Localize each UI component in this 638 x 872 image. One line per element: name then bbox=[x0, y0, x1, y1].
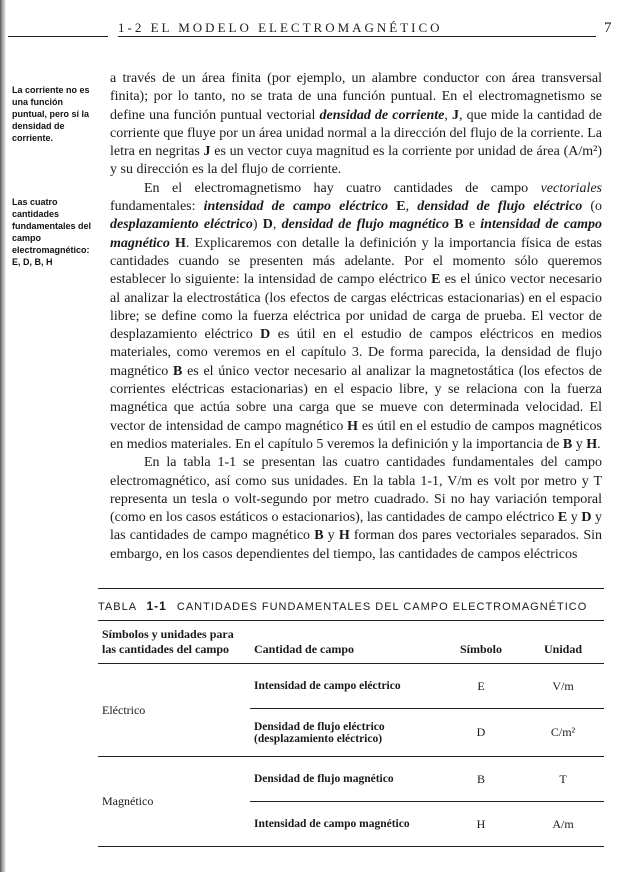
fields-table bbox=[98, 620, 604, 847]
text-run: e bbox=[463, 217, 481, 233]
emphasis-text: D bbox=[260, 327, 271, 343]
symbol-cell: E bbox=[440, 664, 522, 709]
emphasis-text: E bbox=[557, 510, 568, 526]
emphasis-text: B bbox=[314, 528, 324, 544]
text-run: es el único vector necesario al analizar la electrostática (los efectos de cargas eléctricas estacionarias) en el espacio libre; se define como la fuerza eléctrica por unidad de carga de prueba. El vector de desplazamiento eléctrico bbox=[110, 272, 602, 343]
symbol-cell: D bbox=[440, 709, 522, 757]
unit-cell: A/m bbox=[522, 802, 604, 847]
text-run: es un vector cuya magnitud es la corriente por unidad de área (A/m²) y su dirección es la del flujo de corriente. bbox=[110, 144, 602, 178]
body-paragraph bbox=[110, 70, 602, 180]
emphasis-text: H bbox=[338, 528, 350, 544]
header-rule-left bbox=[8, 36, 108, 37]
emphasis-text: B bbox=[173, 363, 183, 379]
emphasis-text: vectoriales bbox=[540, 180, 602, 196]
running-header bbox=[0, 14, 638, 44]
table-1-1 bbox=[98, 588, 604, 847]
text-run: es útil en el estudio de campos magnéticos en medios materiales. En el capítulo 5 veremos la definición y la importancia de bbox=[110, 418, 602, 452]
emphasis-text: B bbox=[562, 436, 573, 452]
emphasis-text: desplazamiento eléctrico bbox=[110, 217, 253, 233]
header-rule-right bbox=[118, 36, 596, 37]
body-paragraph bbox=[110, 454, 602, 564]
emphasis-text: densidad de corriente bbox=[319, 107, 445, 123]
table-label: TABLA bbox=[98, 601, 137, 613]
page-binding-edge bbox=[0, 0, 6, 872]
text-run: y bbox=[567, 510, 582, 526]
emphasis-text: H bbox=[586, 436, 598, 452]
table-number: 1-1 bbox=[146, 599, 167, 613]
emphasis-text: E bbox=[396, 199, 406, 215]
body-paragraph bbox=[110, 180, 602, 454]
text-run: En la tabla 1-1 se presentan las cuatro cantidades fundamentales del campo electromagnético, así como sus unidades. En la tabla 1-1, V/m es volt por metro y T representa un tesla o volt-segundo por metro cuadrado. Si no hay variación temporal (como en los casos estáticos o estacionarios), las cantidades de campo eléctrico bbox=[110, 455, 602, 526]
text-run: y bbox=[323, 528, 339, 544]
text-run: , bbox=[405, 199, 418, 215]
unit-cell: V/m bbox=[522, 664, 604, 709]
table-row bbox=[98, 757, 604, 802]
chapter-heading: 1-2 EL MODELO ELECTROMAGNÉTICO bbox=[118, 20, 443, 35]
text-run: (o bbox=[582, 199, 603, 215]
emphasis-text: E bbox=[431, 272, 441, 288]
emphasis-text: densidad de flujo eléctrico bbox=[417, 199, 583, 215]
unit-cell: T bbox=[522, 757, 604, 802]
text-run: a través de un área finita (por ejemplo, un alambre conductor con área transversal finita); por lo tanto, no se trata de una función puntual. En el electromagnetismo se define una función puntual vectorial bbox=[110, 71, 602, 123]
text-run: fundamentales: bbox=[110, 199, 204, 215]
margin-note-field-quantities: Las cuatro cantidades fundamentales del campo electromagnético: E, D, B, H bbox=[12, 197, 92, 267]
symbol-cell: B bbox=[440, 757, 522, 802]
text-run: ) bbox=[252, 217, 263, 233]
text-run: . Explicaremos con detalle la definición y la importancia física de estas cantidades cuando se presenten más adelante. Por el momento sólo queremos establecer lo siguiente: la intensidad de campo eléctrico bbox=[110, 235, 602, 288]
symbol-cell: H bbox=[440, 802, 522, 847]
text-run: forman dos pares vectoriales separados. Sin embargo, en los casos dependientes del tiempo, las cantidades de campos eléctricos bbox=[110, 528, 602, 562]
emphasis-text: D bbox=[262, 217, 273, 233]
header-unit: Unidad bbox=[522, 621, 604, 664]
header-quantity: Cantidad de campo bbox=[250, 621, 440, 664]
table-caption-text: CANTIDADES FUNDAMENTALES DEL CAMPO ELECTROMAGNÉTICO bbox=[176, 601, 588, 613]
text-run: es útil en el estudio de campos eléctricos en medios materiales, como veremos en el capítulo 3. De forma parecida, la densidad de flujo magnético bbox=[110, 327, 602, 379]
emphasis-text: J bbox=[452, 107, 459, 123]
category-electric: Eléctrico bbox=[98, 664, 250, 757]
category-magnetic: Magnético bbox=[98, 757, 250, 847]
emphasis-text: intensidad de campo magnético bbox=[110, 217, 602, 251]
emphasis-text: H bbox=[347, 418, 359, 434]
text-run: y bbox=[572, 436, 587, 452]
text-run: . bbox=[597, 436, 601, 452]
header-symbols-units: Símbolos y unidades para las cantidades del campo bbox=[98, 621, 250, 664]
quantity-cell: Densidad de flujo eléctrico (desplazamiento eléctrico) bbox=[250, 709, 440, 757]
emphasis-text: H bbox=[175, 235, 186, 251]
header-symbol: Símbolo bbox=[440, 621, 522, 664]
page-number: 7 bbox=[604, 20, 612, 36]
text-run: , bbox=[272, 217, 282, 233]
emphasis-text: B bbox=[454, 217, 464, 233]
text-run: En el electromagnetismo hay cuatro cantidades de campo bbox=[144, 180, 541, 196]
emphasis-text: densidad de flujo magnético bbox=[281, 217, 450, 233]
text-run: es el único vector necesario al analizar la magnetostática (los efectos de corrientes eléctricas estacionarias) en el espacio libre, y se relaciona con la fuerza magnética que actúa sobre una carga que se mueve con determinada velocidad. El vector de intensidad de campo magnético bbox=[110, 363, 603, 434]
unit-cell: C/m² bbox=[522, 709, 604, 757]
text-run: , bbox=[444, 107, 452, 123]
text-run: y las cantidades de campo magnético bbox=[110, 510, 603, 544]
table-caption bbox=[98, 588, 604, 620]
table-header-row bbox=[98, 621, 604, 664]
emphasis-text: D bbox=[581, 510, 592, 526]
emphasis-text: J bbox=[203, 144, 211, 160]
emphasis-text: intensidad de campo eléctrico bbox=[203, 199, 389, 215]
table-row bbox=[98, 664, 604, 709]
quantity-cell: Densidad de flujo magnético bbox=[250, 757, 440, 802]
quantity-cell: Intensidad de campo magnético bbox=[250, 802, 440, 847]
margin-note-current: La corriente no es una función puntual, pero sí la densidad de corriente. bbox=[12, 85, 90, 143]
text-run: , que mide la cantidad de corriente que fluye por un área unidad normal a la dirección del flujo de la corriente. La letra en negritas bbox=[110, 107, 603, 160]
quantity-cell: Intensidad de campo eléctrico bbox=[250, 664, 440, 709]
body-text bbox=[110, 70, 602, 564]
